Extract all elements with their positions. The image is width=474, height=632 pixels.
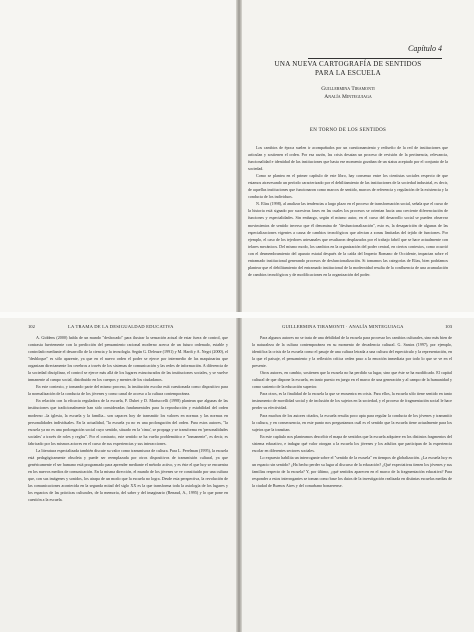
left-page (28, 324, 228, 503)
chapter-body-text (248, 144, 448, 278)
book-gutter (236, 0, 242, 312)
paragraph: En este contexto, y tomando parte del mismo proceso, la institución escolar está cuestionada como dispositivo para la normalización de la conducta de los jóvenes y como canal de acceso a la cultura contemporánea. (28, 384, 228, 397)
left-page-body (28, 334, 228, 503)
book-gutter (236, 318, 242, 632)
right-page-body (252, 334, 452, 489)
paragraph: La literatura especializada también discute su valor como transmisora de cultura. Para L. Perelman (1995), la escuela está pedagógicamente obsoleta y puede ser reemplazada por otros dispositivos de transmisión cultural, ya que genéricamente el ser humano está programado para aprender mediante el método activo, y es éste el que hoy se encuentra en los nuevos medios de comunicación. En la misma dirección, el mundo de los jóvenes se ve constituido por una cultura que, con sus imágenes y sonidos, los atrapa de un modo que la escuela no logra. Desde esta perspectiva, la revolución de las comunicaciones acontecida en la segunda mitad del siglo XX es la que transforma toda la axiología de los lugares y los espacios de las prácticas culturales, de la memoria, del saber y del imaginario (Renaud, A., 1995) y lo que pone en cuestión a la escuela. (28, 447, 228, 503)
running-head: GUILLERMINA TIRAMONTI · ANALÍA MINTEGUIAGA (282, 324, 404, 329)
page-number: 102 (28, 324, 35, 329)
paragraph: Lo expuesto habilita un interrogante sobre el "sentido de la escuela" en tiempos de globalización. ¿La escuela hoy es un espacio sin sentido? ¿Ha hecho perder su lugar al discurso de la educación? ¿Qué expectativas tienen los jóvenes y sus familias respecto de la escuela? Y, por último, ¿qué sentidos aparecen en el marco de la fragmentación educativa? Para responder a estos interrogantes se toman como base los datos de la investigación realizada en distintas escuelas medias de la ciudad de Buenos Aires y del conurbano bonaerense. (252, 454, 452, 488)
paragraph: N. Elias (1998), al analizar las tendencias a largo plazo en el proceso de transformación social, señala que el curso de la historia está signado por sucesivas fases en las cuales los procesos se orientan hacia una creciente diferenciación de funciones y especialidades. Sin embargo, según el mismo autor, en el curso del desarrollo social se pueden observar movimientos de sentido inverso que él denomina de "desfuncionalización", esto es, la desaparición de algunas de las especializaciones vigentes a causa de cambios tecnológicos que afectan a zonas limitadas del tejido de funciones. Por ejemplo, el caso de los tejedores artesanales que resultaron desplazados por el trabajo fabril que se hace actualmente con telares mecánicos. Del mismo modo, los cambios en la organización del poder central, en ciertos contextos, como ocurrió con el desmembramiento del aparato estatal después de la caída del Imperio Romano de Occidente, impactan sobre el entramado institucional generando procesos de desfuncionalización. Si tomamos las categorías de Elias, bien podríamos plantear que el debilitamiento del entramado institucional de la modernidad resulta de la confluencia de una acumulación de cambios tecnológicos y de modificaciones en la organización del poder. (248, 201, 448, 277)
chapter-opening-page (248, 0, 448, 312)
paragraph: Los cambios de época suelen ir acompañados por un cuestionamiento y redisefio de la red de instituciones que articulan y sostienen el orden. Por esa razón, las crisis desatan un proceso de revisión de la pertinencia, relevancia, funcionalidad e identidad de las instituciones que hasta ese momento gozaban de un status aceptado por el conjunto de la sociedad. (248, 145, 448, 172)
author-2: Analía Minteguiaga (324, 94, 372, 100)
chapter-label: Capítulo 4 (407, 44, 442, 53)
paragraph: Para otros, es la finalidad de la escuela la que se encuentra en crisis. Para ellos, la escuela sólo tiene sentido en tanto instrumento de movilidad social y de inclusión de los sujetos en la sociedad, y el proceso de fragmentación social le hace perder su efectividad. (252, 391, 452, 411)
author-1: Guillermina Tiramonti (321, 86, 375, 92)
chapter-title-line1: UNA NUEVA CARTOGRAFÍA DE SENTIDOS (274, 60, 422, 68)
page-number: 103 (445, 324, 452, 329)
paragraph: Como se plantea en el primer capítulo de este libro, hay consenso entre los cientistas sociales respecto de que estamos atravesando un período caracterizado por el debilitamiento de las instituciones de la sociedad industrial, es decir, de aquellas instituciones que funcionaron como marcos de sentido, marcos de referencia y regulación de la existencia y la conducta de los individuos. (248, 173, 448, 200)
bottom-book-spread (0, 318, 474, 632)
chapter-title-line2: PARA LA ESCUELA (314, 69, 382, 77)
chapter-title (258, 60, 438, 78)
top-book-spread (0, 0, 474, 312)
paragraph: En este capítulo nos planteamos describir el mapa de sentidos que la escuela adquiere en los distintos fragmentos del sistema educativo, e indagar qué valor otorgan a la escuela los jóvenes y los adultos que participan de la experiencia escolar en diferentes sectores sociales. (252, 433, 452, 453)
paragraph: Otros autores, en cambio, sostienen que la escuela no ha perdido su lugar, sino que éste se ha modificado. El capital cultural de que dispone la escuela, en tanto puesto en juego en el marco de una generación y al campo de la humanidad y como sustento de la educación superior. (252, 370, 452, 390)
paragraph: Para muchos de los autores citados, la escuela resulta poco apta para regular la conducta de los jóvenes y transmitir la cultura, y en consecuencia, en este punto nos preguntamos cuál es el sentido que la escuela tiene actualmente para los sujetos que la transitan. (252, 412, 452, 432)
section-heading: EN TORNO DE LOS SENTIDOS (309, 128, 387, 133)
running-head: LA TRAMA DE LA DESIGUALDAD EDUCATIVA (68, 324, 174, 329)
right-page (252, 324, 452, 489)
blank-left-page (0, 0, 236, 312)
paragraph: A. Giddens (2000) habla de un mundo "desbocado" para ilustrar la sensación actual de estar fuera de control, que contrasta fuertemente con la predicción del pensamiento racional moderno acerca de un futuro ordenado, estable y controlado mediante el desarrollo de la ciencia y la tecnología. Según G. Deleuze (1991) y M. Hardt y A. Negri (2000), el "desbloque" es sólo aparente, ya que en el nuevo orden el poder se ejerce por intermedio de las maquinarias que organizan directamente los cerebros a través de los sistemas de comunicación y las redes de información. A diferencia de la sociedad disciplinar, el control se ejerce más allá de los lugares estructurados de las instituciones sociales, y se vuelve inmanente al campo social, distribuido en los cuerpos y mentes de los ciudadanos. (28, 335, 228, 383)
paragraph: Para algunos autores no se trata de una debilidad de la escuela para procesar los cambios culturales, sino más bien de la naturaleza de la cultura contemporánea en su momento de decadencia cultural. G. Santos (1997), por ejemplo, identifica la crisis de la escuela como el pasaje de una cultura letrada a una cultura del espectáculo y la representación, en la que el paisaje, el pensamiento y la reflexión crítica ceden paso a la emoción inmediata por todo lo que se ve en el presente. (252, 335, 452, 369)
paragraph: En relación con la eficacia reguladora de la escuela, F. Dubet y D. Martuccelli (1998) plantean que algunas de las instituciones que tradicionalmente han sido consideradas fundamentales para la reproducción y estabilidad del orden moderno –la iglesia, la escuela y la familia– son capaces hoy de transmitir los valores en normas y las normas en personalidades individuales. En la actualidad, "la escuela ya no es una prolongación del orden. Para estos autores, "la escuela ya no es una prolongación social cuyo sentido, situado en la 'cima', se propaga y se transforma en 'personalidades sociales' a través de roles y reglas". Por el contrario, este sentido se ha vuelto problemático e "inmanente", es decir, es fabricado por los mismos actores en el curso de sus experiencias y sus interacciones. (28, 398, 228, 446)
chapter-rule (308, 58, 442, 59)
chapter-authors (248, 85, 448, 101)
